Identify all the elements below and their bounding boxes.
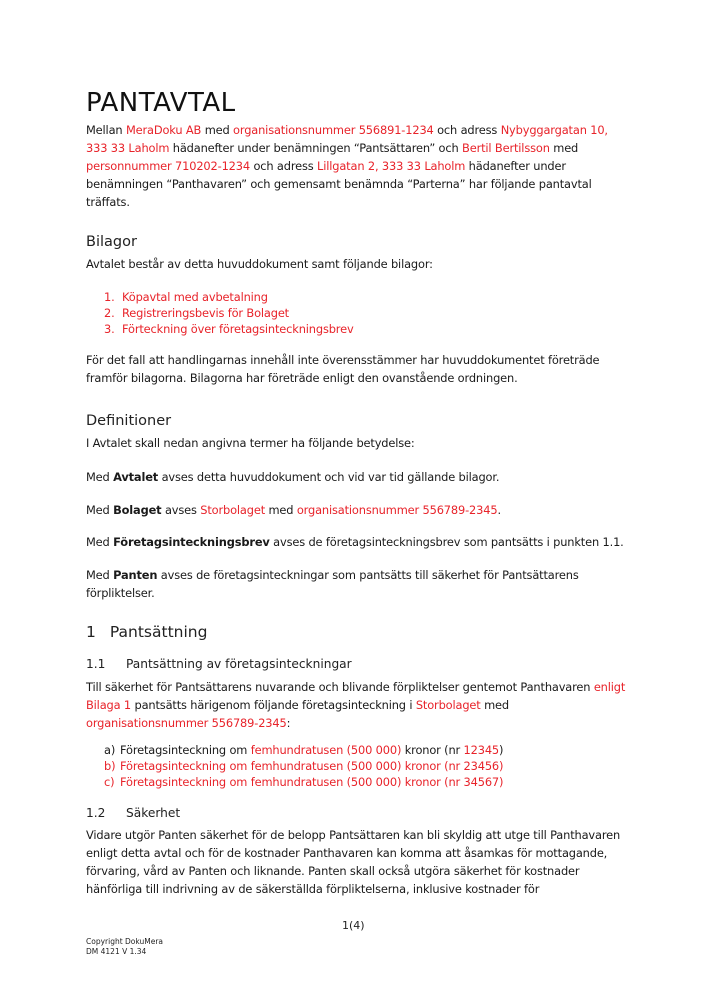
highlighted-field: 12345 — [463, 743, 500, 757]
section-1-2-line-1: Vidare utgör Panten säkerhet för de belopp Pantsättaren kan bli skyldig att utge till Panthavaren — [86, 828, 621, 842]
section-1-number: 1 — [86, 623, 96, 641]
heading-bilagor: Bilagor — [86, 234, 137, 250]
highlighted-field: enligt — [593, 680, 626, 694]
text-segment: med — [201, 123, 234, 137]
bilaga-name: Förteckning över företagsinteckningsbrev — [122, 322, 354, 336]
footer-copyright: Copyright DokuMera — [86, 937, 164, 946]
highlighted-field: Storbolaget — [200, 503, 266, 517]
text-segment: Mellan — [86, 123, 126, 137]
text-segment: kronor (nr — [401, 743, 464, 757]
text-segment: pantsätts härigenom följande företagsinteckning i — [131, 698, 416, 712]
highlighted-field: Företagsinteckning om femhundratusen (500 000) kronor (nr 23456) — [120, 759, 504, 773]
intro-line-3 — [86, 157, 566, 175]
definition-2-line-1 — [86, 501, 501, 519]
text-segment: : — [286, 716, 291, 730]
highlighted-field: Storbolaget — [415, 698, 481, 712]
text-segment: och adress — [433, 123, 501, 137]
definition-1-line-1 — [86, 468, 499, 486]
definition-3-line-1 — [86, 533, 624, 551]
section-1-2-line-2: enligt detta avtal och för de kostnader Panthavaren kan komma att åsamkas för mottagande, — [86, 846, 608, 860]
section-1-1-number: 1.1 — [86, 657, 106, 671]
text-segment: . — [497, 503, 501, 517]
text-segment: hädanefter under benämningen “Pantsättaren” och — [169, 141, 463, 155]
text-segment: med — [480, 698, 509, 712]
document-title: PANTAVTAL — [86, 88, 236, 118]
section-1-1-heading — [86, 657, 352, 671]
text-segment: avses de företagsinteckningsbrev som pantsätts i punkten 1.1. — [269, 535, 624, 549]
section-1-1-line-3 — [86, 714, 290, 732]
highlighted-field: femhundratusen (500 000) — [250, 743, 402, 757]
section-1-2-line-4: hänförliga till indrivning av de säkerställda förpliktelserna, inklusive kostnader för — [86, 882, 540, 896]
text-segment: ) — [499, 743, 504, 757]
highlighted-field: b) — [104, 759, 116, 773]
intro-line-5 — [86, 193, 130, 211]
list-number: 3. — [104, 322, 115, 336]
intro-line-2 — [86, 139, 578, 157]
highlighted-field: Lillgatan 2, 333 33 Laholm — [317, 159, 466, 173]
definitioner-intro: I Avtalet skall nedan angivna termer ha följande betydelse: — [86, 436, 415, 450]
footer-version: DM 4121 V 1.34 — [86, 947, 147, 956]
highlighted-field: Nybyggargatan 10, — [500, 123, 608, 137]
bilagor-note-line-1: För det fall att handlingarnas innehåll inte överensstämmer har huvuddokumentet företräde — [86, 353, 600, 367]
highlighted-field: personnummer 710202-1234 — [86, 159, 250, 173]
pledge-list-item — [104, 773, 503, 791]
section-1-2-heading — [86, 806, 180, 820]
list-number: 1. — [104, 290, 115, 304]
bilagor-intro: Avtalet består av detta huvuddokument samt följande bilagor: — [86, 257, 433, 271]
text-segment: Bolaget — [113, 503, 162, 517]
section-1-2-title: Säkerhet — [126, 806, 181, 820]
heading-definitioner: Definitioner — [86, 413, 172, 429]
bilaga-name: Köpavtal med avbetalning — [122, 290, 268, 304]
list-number: 2. — [104, 306, 115, 320]
text-segment: Företagsinteckningsbrev — [113, 535, 270, 549]
highlighted-field: Bertil Bertilsson — [462, 141, 550, 155]
text-segment: Med — [86, 470, 114, 484]
bilaga-list-item — [104, 320, 354, 338]
text-segment: Företagsinteckning om — [120, 743, 251, 757]
text-segment: Med — [86, 535, 114, 549]
intro-line-4 — [86, 175, 592, 193]
bilaga-name: Registreringsbevis för Bolaget — [122, 306, 289, 320]
section-1-heading — [86, 623, 207, 641]
text-segment: avses detta huvuddokument och vid var tid gällande bilagor. — [158, 470, 500, 484]
text-segment: med — [549, 141, 579, 155]
highlighted-field: organisationsnummer 556789-2345 — [296, 503, 498, 517]
bilagor-note-line-2: framför bilagorna. Bilagorna har företräde enligt den ovanstående ordningen. — [86, 371, 518, 385]
highlighted-field: Företagsinteckning om femhundratusen (500 000) kronor (nr 34567) — [120, 775, 504, 789]
text-segment: hädanefter under — [465, 159, 566, 173]
text-segment: Panten — [113, 568, 158, 582]
text-segment: Avtalet — [113, 470, 159, 484]
text-segment: Med — [86, 503, 114, 517]
intro-line-1 — [86, 121, 608, 139]
highlighted-field: organisationsnummer 556891-1234 — [233, 123, 434, 137]
highlighted-field: MeraDoku AB — [125, 123, 202, 137]
text-segment: Med — [86, 568, 114, 582]
highlighted-field: Bilaga 1 — [86, 698, 132, 712]
section-1-1-title: Pantsättning av företagsinteckningar — [126, 657, 352, 671]
text-segment: a) — [104, 743, 116, 757]
text-segment: avses — [161, 503, 201, 517]
text-segment: förpliktelser. — [86, 586, 155, 600]
section-1-1-line-2 — [86, 696, 509, 714]
highlighted-field: 333 33 Laholm — [86, 141, 170, 155]
text-segment: träffats. — [86, 195, 130, 209]
text-segment: och adress — [249, 159, 318, 173]
text-segment: avses de företagsinteckningar som pantsätts till säkerhet för Pantsättarens — [157, 568, 579, 582]
text-segment: benämningen “Panthavaren” och gemensamt benämnda “Parterna” har följande pantavtal — [86, 177, 592, 191]
highlighted-field: organisationsnummer 556789-2345 — [86, 716, 287, 730]
text-segment: med — [265, 503, 297, 517]
section-1-2-line-3: förvaring, vård av Panten och liknande. Panten skall också utgöra säkerhet för kostnader — [86, 864, 580, 878]
section-1-1-line-1 — [86, 678, 625, 696]
section-1-2-number: 1.2 — [86, 806, 106, 820]
text-segment: Till säkerhet för Pantsättarens nuvarande och blivande förpliktelser gentemot Panthavaren — [86, 680, 594, 694]
section-1-title: Pantsättning — [109, 623, 208, 641]
page-number: 1(4) — [342, 919, 365, 932]
highlighted-field: c) — [104, 775, 115, 789]
definition-4-line-2 — [86, 584, 155, 602]
definition-4-line-1 — [86, 566, 579, 584]
